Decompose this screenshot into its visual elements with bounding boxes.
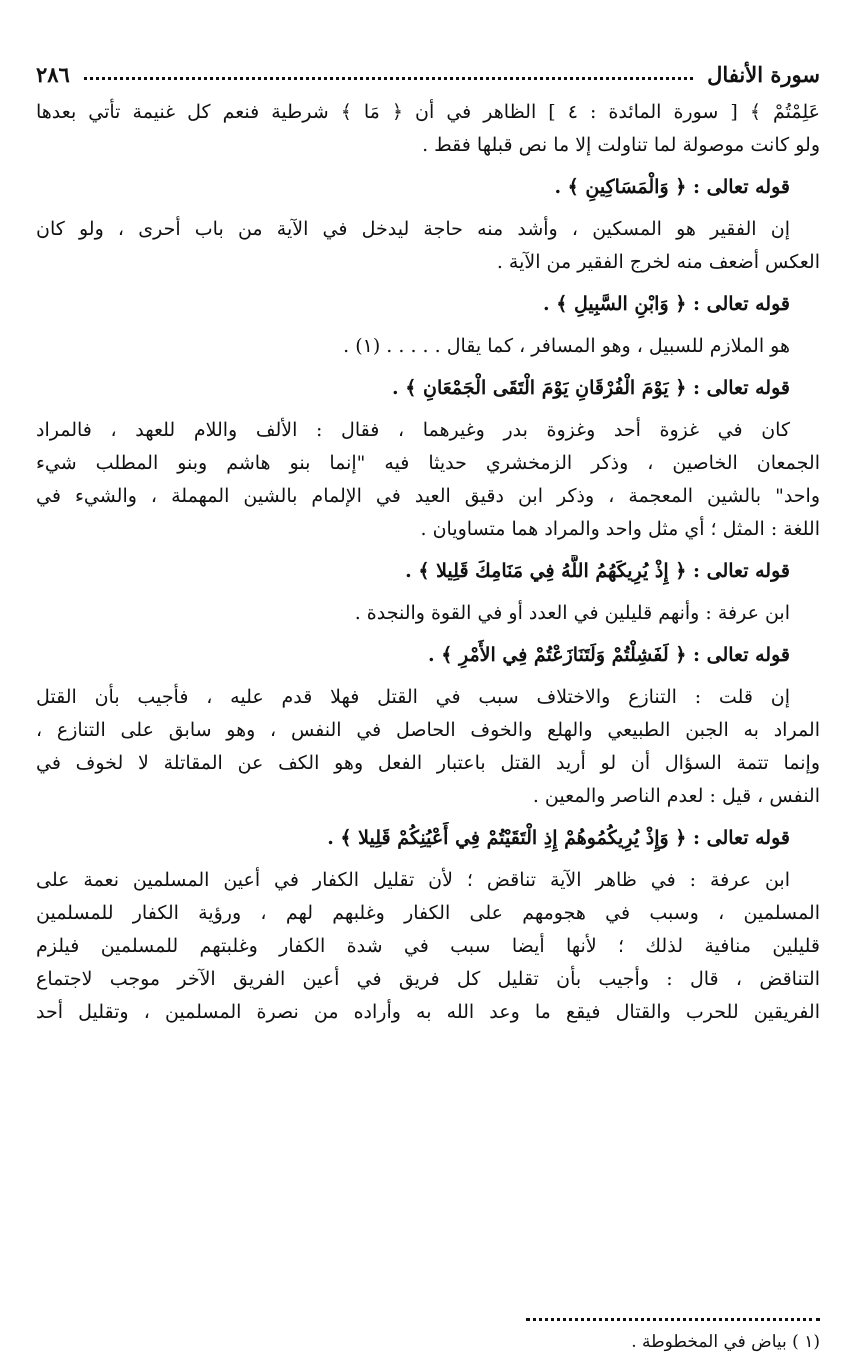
document-page [36,56,820,1029]
text-line: الفريقين للحرب والقتال فيقع ما وعد الله به وأراده من نصرة المسلمين ، وتقليل أحد [36,1001,820,1023]
text-line: المراد به الجبن الطبيعي والهلع والخوف الحاصل في النفس ، وهو سابق على التنازع ، [36,719,820,741]
verse-heading: قوله تعالى : ﴿ لَفَشِلْتُمْ وَلَتَنَازَعْتُمْ فِي الأَمْرِ ﴾ . [428,644,790,666]
text-line: العكس أضعف منه لخرج الفقير من الآية . [496,251,820,273]
verse-heading: قوله تعالى : ﴿ وَالْمَسَاكِينِ ﴾ . [554,176,790,198]
page-number: ٢٨٦ [36,61,70,87]
text-line: ولو كانت موصولة لما تناولت إلا ما نص قبلها فقط . [422,134,820,156]
footnote: (١ ) بياض في المخطوطة . [631,1332,820,1352]
running-title: سورة الأنفال [707,61,820,87]
header-dotted-leader [84,77,693,80]
text-line: ابن عرفة : في ظاهر الآية تناقض ؛ لأن تقليل الكفار في أعين المسلمين نعمة على [36,869,790,891]
verse-heading: قوله تعالى : ﴿ يَوْمَ الْفُرْقَانِ يَوْمَ الْتَقَى الْجَمْعَانِ ﴾ . [392,377,790,399]
text-line: عَلِمْتُمْ ﴾ [ سورة المائدة : ٤ ] الظاهر في أن ﴿ مَا ﴾ شرطية فنعم كل غنيمة تأتي بعدها [36,101,820,123]
text-line: التناقض ، قال : وأجيب بأن تقليل كل فريق في أعين الفريق الآخر موجب لاجتماع [36,968,820,990]
text-line: قليلين منافية لذلك ؛ لأنها أيضا سبب في شدة الكفار وغلبتهم للمسلمين فيلزم [36,935,820,957]
body-text [36,96,820,1029]
page-header [36,56,820,92]
text-line: إن قلت : التنازع والاختلاف سبب في القتل فهلا قدم عليه ، فأجيب بأن القتل [36,686,790,708]
footnote-separator [526,1318,820,1321]
text-line: النفس ، قيل : لعدم الناصر والمعين . [532,785,820,807]
verse-heading: قوله تعالى : ﴿ وَابْنِ السَّبِيلِ ﴾ . [542,293,790,315]
text-line: ابن عرفة : وأنهم قليلين في العدد أو في القوة والنجدة . [354,602,790,624]
text-line: الجمعان الخاصين ، وذكر الزمخشري حديثا فيه "إنما بنو هاشم وبنو المطلب شيء [36,452,820,474]
verse-heading: قوله تعالى : ﴿ وَإِذْ يُرِيكُمُوهُمْ إِذِ الْتَقَيْتُمْ فِي أَعْيُنِكُمْ قَلِيلا ﴾ . [327,827,790,849]
text-line: واحد" بالشين المعجمة ، وذكر ابن دقيق العيد في الإلمام بالشين المهملة ، والشيء في [36,485,820,507]
text-line: كان في غزوة أحد وغزوة بدر وغيرهما ، فقال : الألف واللام للعهد ، فالمراد [36,419,790,441]
text-line: اللغة : المثل ؛ أي مثل واحد والمراد هما متساويان . [420,518,820,540]
text-line: وإنما تتمة السؤال أن لو أريد القتل باعتبار الفعل وهو الكف عن المقاتلة لا لخوف في [36,752,820,774]
text-line: هو الملازم للسبيل ، وهو المسافر ، كما يقال . . . . . (١) . [343,335,790,357]
text-line: المسلمين ، وسبب في هجومهم على الكفار وغلبهم لهم ، ورؤية الكفار للمسلمين [36,902,820,924]
verse-heading: قوله تعالى : ﴿ إِذْ يُرِيكَهُمُ اللَّهُ فِي مَنَامِكَ قَلِيلا ﴾ . [405,560,790,582]
text-line: إن الفقير هو المسكين ، وأشد منه حاجة ليدخل في الآية من باب أحرى ، ولو كان [36,218,790,240]
